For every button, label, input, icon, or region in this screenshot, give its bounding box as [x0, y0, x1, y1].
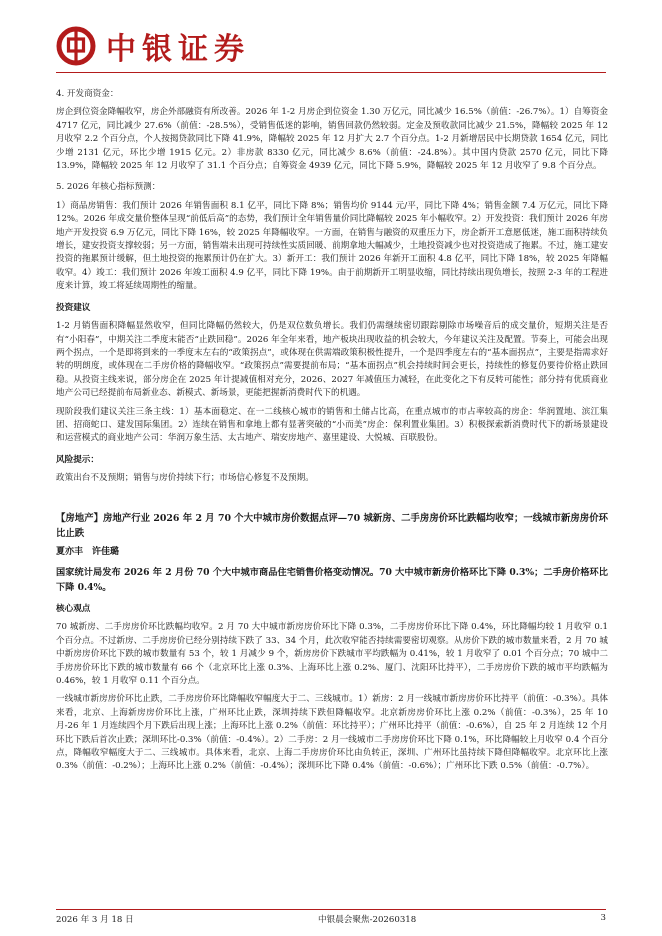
core-view-paragraph-1: 70 城新房、二手房房价环比跌幅均收窄。2 月 70 大中城市新房房价环比下降 0.3%，二手房房价环比下降 0.4%，环比降幅均较 1 月收窄 0.1 个百分点。不过新房、二手房房价已经分别持续下跌了 33、34 个月，此次收窄能否持续需要密切观察。从房价下跌的城市数量来看，2 月 70 城中新房房价环比下跌的城市数量有 53 个，较 1 月减少 9 个，新房房价下跌城市平均跌幅为 0.41%，较 1 月收窄了 0.01 个百分点；70 城中二手房房价环比下跌的城市数量有 66 个（北京环比上涨 0.3%、上海环比上涨 0.2%、厦门、沈阳环比持平），二手房房价下跌的城市平均跌幅为 0.46%，较 1 月收窄 0.11 个百分点。 [56, 622, 608, 686]
footer-divider [56, 909, 606, 910]
news-lead: 国家统计局发布 2026 年 2 月份 70 个大中城市商品住宅销售价格变动情况。70 大中城市新房价格环比下降 0.3%；二手房价格环比下降 0.4%。 [56, 566, 608, 593]
page-footer [56, 913, 606, 925]
page-body [56, 80, 608, 779]
footer-date: 2026 年 3 月 18 日 [56, 915, 134, 925]
risk-paragraph: 政策出台不及预期；销售与房价持续下行；市场信心修复不及预期。 [56, 473, 314, 484]
core-view-title: 核心观点 [56, 603, 91, 614]
investment-advice-title: 投资建议 [56, 302, 91, 313]
news-authors: 夏亦丰 许佳璐 [56, 546, 120, 557]
section-5-title: 5. 2026 年核心指标预测： [56, 182, 161, 193]
news-title: 【房地产】房地产行业 2026 年 2 月 70 个大中城市房价数据点评—70 城新房、二手房房价环比跌幅均收窄；一线城市新房房价环比止跌 [56, 512, 608, 539]
page-number: 3 [600, 913, 606, 923]
header-divider [56, 72, 606, 73]
section-4-title: 4. 开发商资金： [56, 89, 119, 99]
section-5-paragraph: 1）商品房销售：我们预计 2026 年销售面积 8.1 亿平，同比下降 8%；销售均价 9144 元/平，同比下降 4%；销售金额 7.4 万亿元，同比下降 12%。2026 年成交量价整体呈现“前低后高”的态势，我们预计全年销售量价同比降幅较 2025 年小幅收窄。2）开发投资：我们预计 2026 年房地产开发投资 6.9 万亿元，同比下降 16%，较 2025 年降幅收窄。一方面，在销售与融资的双重压力下，房企新开工意愿低迷，施工面积持续负增长，建安投资支撑较弱；另一方面，销售端未出现可持续性实质回暖、前期拿地大幅减少，土地投资减少也对投资造成了拖累。不过，施工建安投资的拖累预计缓解，但土地投资的拖累预计仍在扩大。3）新开工：我们预计 2026 年新开工面积 4.8 亿平，同比下降 18%，较 2025 年降幅收窄。4）竣工：我们预计 2026 年竣工面积 4.9 亿平，同比下降 19%。由于前期新开工明显收缩，同比持续出现负增长，按照 2-3 年的工程进度来计算，竣工将延续周期性的缩量。 [56, 200, 608, 292]
footer-doc-name: 中银晨会聚焦-20260318 [318, 915, 417, 925]
boc-logo-icon [56, 26, 96, 66]
risk-title: 风险提示： [56, 454, 99, 465]
report-header [56, 22, 250, 70]
investment-advice-paragraph-2: 现阶段我们建议关注三条主线：1）基本面稳定、在一二线核心城市的销售和土储占比高，在重点城市的市占率较高的房企：华润置地、滨江集团、招商蛇口、建发国际集团。2）连续在销售和拿地上都有显著突破的“小而美”房企：保利置业集团。3）积极探索新消费时代下的新场景建设和运营模式的商业地产公司：华润万象生活、太古地产、瑞安房地产、嘉里建设、大悦城、百联股份。 [56, 406, 608, 444]
investment-advice-paragraph-1: 1-2 月销售面积降幅显然收窄，但同比降幅仍然较大，仍是双位数负增长。我们仍需继续密切跟踪剔除市场噪音后的成交量价，短期关注是否有“小阳春”，中期关注二季度末能否“止跌回稳”。2026 年全年来看，地产板块出现收益的机会较大，今年建议关注及配置。节奏上，可能会出现两个拐点，一个是即将到来的一季度末左右的“政策拐点”，或体现在供需端政策积极性提升，一个是四季度左右的“基本面拐点”，主要是指需求好转的明朗度，或体现在二手房价格的降幅收窄。“政策拐点”需要提前布局；“基本面拐点”机会持续时间会更长，持续性的修复仍要待价格止跌回稳。从投资主线来说，部分房企在 2025 年计提减值相对充分，2026、2027 年减值压力减轻，在此变化之下有反转可能性；部分持有优质商业地产公司已经提前布局新业态、新模式、新场景，更能把握新消费时代下的机遇。 [56, 321, 608, 399]
core-view-paragraph-2: 一线城市新房房价环比止跌，二手房房价环比降幅收窄幅度大于二、三线城市。1）新房：2 月一线城市新房房价环比持平（前值：-0.3%）。具体来看，北京、上海新房房价环比上涨，广州环比止跌，深圳持续下跌但降幅收窄。北京新房房价环比上涨 0.2%（前值：-0.3%），25 年 10 月-26 年 1 月连续四个月下跌后出现上涨；上海环比上涨 0.2%（前值：环比持平）；广州环比持平（前值：-0.6%），自 25 年 2 月连续 12 个月环比下跌后首次止跌；深圳环比-0.3%（前值：-0.4%）。2）二手房：2 月一线城市二手房房价环比下降 0.1%，环比降幅较上月收窄 0.4 个百分点，降幅收窄幅度大于二、三线城市。具体来看，北京、上海二手房房价环比由负转正，深圳、广州环比虽持续下降但降幅收窄。北京环比上涨 0.3%（前值：-0.2%）；上海环比上涨 0.2%（前值：-0.4%）；深圳环比下降 0.4%（前值：-0.6%）；广州环比下跌 0.5%（前值：-0.7%）。 [56, 694, 608, 772]
section-4-paragraph: 房企到位资金降幅收窄，房企外部融资有所改善。2026 年 1-2 月房企到位资金 1.30 万亿元，同比减少 16.5%（前值：-26.7%）。1）自筹资金 4717 亿元，同比减少 27.6%（前值：-28.5%），受销售低迷的影响，销售回款仍然较弱。定金及预收款同比减少 21.5%，降幅较 2025 年 12 月收窄 2.2 个百分点，个人按揭贷款同比下降 41.9%，降幅较 2025 年 12 月扩大 2.7 个百分点。1-2 月新增居民中长期贷款 1654 亿元，同比少增 2131 亿元，环比少增 1915 亿元。2）非房款 8330 亿元，同比减少 8.6%（前值：-24.8%）。其中国内贷款 2570 亿元，同比下降 13.9%，降幅较 2025 年 12 月收窄了 31.1 个百分点；自筹资金 4939 亿元，同比下降 5.9%，降幅较 2025 年 12 月收窄了 9.8 个百分点。 [56, 107, 608, 172]
brand-name: 中银证券 [106, 32, 250, 67]
